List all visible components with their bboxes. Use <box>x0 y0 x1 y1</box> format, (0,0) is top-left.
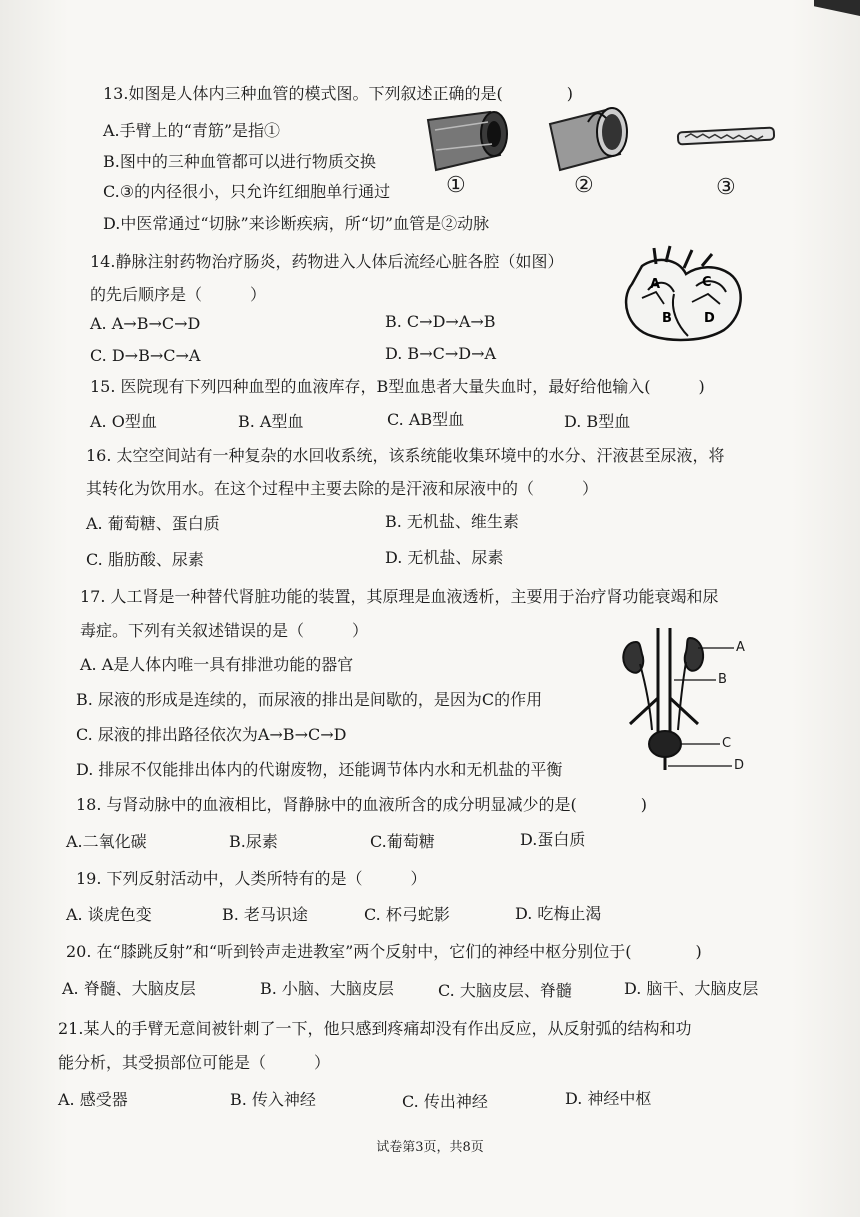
q17-stem-line2: 毒症。下列有关叙述错误的是（ ） <box>80 621 369 640</box>
vessel-2-drawing <box>550 108 627 170</box>
q20-stem: 20. 在“膝跳反射”和“听到铃声走进教室”两个反射中，它们的神经中枢分别位于( ) <box>66 942 702 961</box>
q13-option-a: A.手臂上的“青筋”是指① <box>103 121 281 140</box>
q18-option-d: D.蛋白质 <box>520 830 586 849</box>
q21-option-b: B. 传入神经 <box>230 1090 316 1109</box>
q19-option-c: C. 杯弓蛇影 <box>364 905 450 924</box>
q14-stem-line1: 14.静脉注射药物治疗肠炎，药物进入人体后流经心脏各腔（如图） <box>90 252 564 271</box>
vessel-1-drawing <box>428 112 507 170</box>
q16-option-b: B. 无机盐、维生素 <box>385 512 519 531</box>
q19-option-d: D. 吃梅止渴 <box>515 904 602 923</box>
q17-option-a: A. A是人体内唯一具有排泄功能的器官 <box>80 655 354 674</box>
q15-stem: 15. 医院现有下列四种血型的血液库存，B型血患者大量失血时，最好给他输入( ) <box>90 377 705 396</box>
q16-option-c: C. 脂肪酸、尿素 <box>86 550 204 569</box>
urinary-label-b: B <box>718 672 727 687</box>
q13-option-d: D.中医常通过“切脉”来诊断疾病，所“切”血管是②动脉 <box>103 214 490 233</box>
q16-stem-line2: 其转化为饮用水。在这个过程中主要去除的是汗液和尿液中的（ ） <box>86 479 599 498</box>
q16-option-a: A. 葡萄糖、蛋白质 <box>86 514 220 533</box>
q13-option-c: C.③的内径很小，只允许红细胞单行通过 <box>103 182 391 201</box>
q20-option-c: C. 大脑皮层、脊髓 <box>438 981 572 1000</box>
q21-option-d: D. 神经中枢 <box>565 1089 652 1108</box>
q21-stem-line1: 21.某人的手臂无意间被针刺了一下，他只感到疼痛却没有作出反应，从反射弧的结构和功 <box>58 1019 692 1038</box>
q17-option-c: C. 尿液的排出路径依次为A→B→C→D <box>76 725 347 744</box>
q17-stem-line1: 17. 人工肾是一种替代肾脏功能的装置，其原理是血液透析，主要用于治疗肾功能衰竭和尿 <box>80 587 719 606</box>
q17-option-d: D. 排尿不仅能排出体内的代谢废物，还能调节体内水和无机盐的平衡 <box>76 760 563 779</box>
vessel-1-label: ① <box>446 173 466 198</box>
q13-option-b: B.图中的三种血管都可以进行物质交换 <box>103 152 376 171</box>
urinary-label-d: D <box>734 758 745 773</box>
vessel-3-drawing <box>678 127 774 144</box>
q18-option-b: B.尿素 <box>229 832 278 851</box>
q15-option-d: D. B型血 <box>564 412 631 431</box>
q17-option-b: B. 尿液的形成是连续的，而尿液的排出是间歇的，是因为C的作用 <box>76 690 543 709</box>
vessel-3-label: ③ <box>716 175 736 200</box>
q20-option-d: D. 脑干、大脑皮层 <box>624 979 759 998</box>
heart-label-d: D <box>704 311 715 326</box>
q14-option-d: D. B→C→D→A <box>385 344 497 363</box>
q18-stem: 18. 与肾动脉中的血液相比，肾静脉中的血液所含的成分明显减少的是( ) <box>76 795 648 814</box>
q16-option-d: D. 无机盐、尿素 <box>385 548 504 567</box>
q14-option-a: A. A→B→C→D <box>90 314 201 333</box>
vessel-2-label: ② <box>574 173 594 198</box>
q20-option-a: A. 脊髓、大脑皮层 <box>62 979 196 998</box>
q15-option-c: C. AB型血 <box>387 410 465 429</box>
urinary-label-a: A <box>736 640 745 655</box>
q15-option-a: A. O型血 <box>90 412 157 431</box>
page-footer: 试卷第3页，共8页 <box>376 1140 484 1155</box>
urinary-label-c: C <box>722 736 732 751</box>
q21-option-a: A. 感受器 <box>58 1090 128 1109</box>
q21-option-c: C. 传出神经 <box>402 1092 488 1111</box>
heart-diagram <box>612 244 752 344</box>
heart-label-b: B <box>662 311 672 326</box>
q19-stem: 19. 下列反射活动中，人类所特有的是（ ） <box>76 869 427 888</box>
q21-stem-line2: 能分析，其受损部位可能是（ ） <box>58 1053 331 1072</box>
q19-option-a: A. 谈虎色变 <box>66 905 152 924</box>
q14-stem-line2: 的先后顺序是（ ） <box>90 285 267 304</box>
page-corner-shadow <box>814 0 860 16</box>
q13-stem: 13.如图是人体内三种血管的模式图。下列叙述正确的是( ) <box>103 84 573 103</box>
q14-option-c: C. D→B→C→A <box>90 346 201 365</box>
q18-option-a: A.二氧化碳 <box>66 832 147 851</box>
heart-label-a: A <box>650 277 661 292</box>
q18-option-c: C.葡萄糖 <box>370 832 435 851</box>
heart-label-c: C <box>702 275 712 290</box>
q19-option-b: B. 老马识途 <box>222 905 308 924</box>
q20-option-b: B. 小脑、大脑皮层 <box>260 979 394 998</box>
q16-stem-line1: 16. 太空空间站有一种复杂的水回收系统，该系统能收集环境中的水分、汗液甚至尿液，将 <box>86 446 725 465</box>
q14-option-b: B. C→D→A→B <box>385 312 496 331</box>
q15-option-b: B. A型血 <box>238 412 304 431</box>
